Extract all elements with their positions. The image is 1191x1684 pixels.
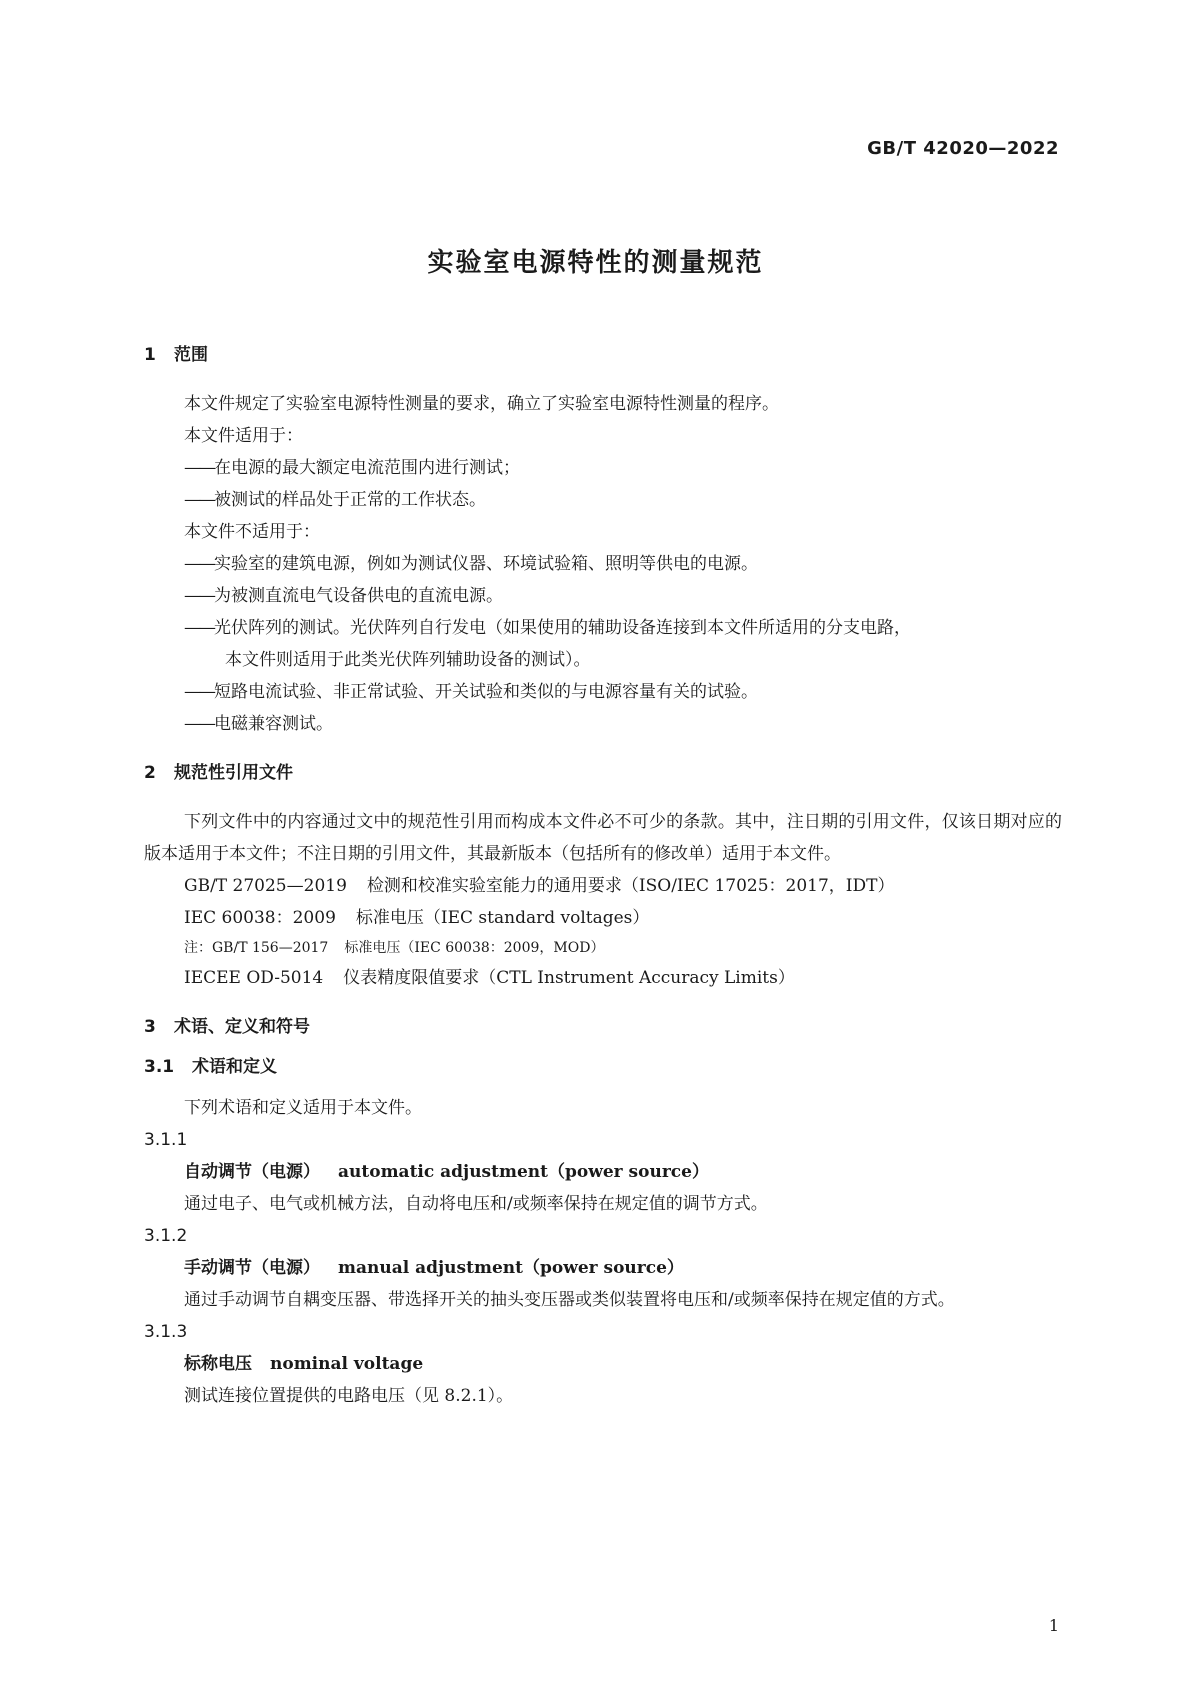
terms-intro: 下列术语和定义适用于本文件。 [184, 1098, 422, 1118]
term-name: 标称电压 nominal voltage [184, 1354, 424, 1374]
list-item: ——被测试的样品处于正常的工作状态。 [184, 490, 486, 510]
reference-item: IECEE OD-5014 仪表精度限值要求（CTL Instrument Accuracy Limits） [184, 968, 795, 988]
section-number: 3 [144, 1017, 156, 1037]
page-number: 1 [1048, 1616, 1059, 1635]
scope-intro: 本文件规定了实验室电源特性测量的要求，确立了实验室电源特性测量的程序。 [184, 394, 779, 414]
list-item: ——光伏阵列的测试。光伏阵列自行发电（如果使用的辅助设备连接到本文件所适用的分支电路， [184, 618, 911, 638]
list-item: ——实验室的建筑电源，例如为测试仪器、环境试验箱、照明等供电的电源。 [184, 554, 758, 574]
term-definition: 通过手动调节自耦变压器、带选择开关的抽头变压器或类似装置将电压和/或频率保持在规定值的方式。 [184, 1290, 955, 1310]
reference-item: GB/T 27025—2019 检测和校准实验室能力的通用要求（ISO/IEC 17025：2017，IDT） [184, 876, 895, 896]
term-number: 3.1.3 [144, 1322, 188, 1342]
term-name: 手动调节（电源） manual adjustment（power source） [184, 1258, 684, 1278]
subsection-title: 术语和定义 [192, 1057, 277, 1077]
subsection-3-1-heading [144, 1052, 1062, 1082]
section-number: 1 [144, 345, 156, 365]
section-1-heading [144, 340, 1062, 370]
list-item: ——短路电流试验、非正常试验、开关试验和类似的与电源容量有关的试验。 [184, 682, 758, 702]
term-number: 3.1.2 [144, 1226, 188, 1246]
term-definition: 测试连接位置提供的电路电压（见 8.2.1）。 [184, 1386, 514, 1406]
not-applies-label: 本文件不适用于： [184, 522, 320, 542]
section-2-heading [144, 758, 1062, 788]
normative-references-paragraph: 下列文件中的内容通过文中的规范性引用而构成本文件必不可少的条款。其中，注日期的引用文件，仅该日期对应的版本适用于本文件；不注日期的引用文件，其最新版本（包括所有的修改单）适用于本文件。 [144, 812, 1062, 864]
reference-item: IEC 60038：2009 标准电压（IEC standard voltages） [184, 908, 650, 928]
list-item-continuation: 本文件则适用于此类光伏阵列辅助设备的测试）。 [225, 650, 591, 670]
list-item: ——在电源的最大额定电流范围内进行测试； [184, 458, 520, 478]
section-title: 规范性引用文件 [174, 763, 293, 783]
section-title: 术语、定义和符号 [174, 1017, 310, 1037]
section-number: 2 [144, 763, 156, 783]
section-3-heading [144, 1012, 1062, 1042]
subsection-number: 3.1 [144, 1057, 175, 1077]
applies-label: 本文件适用于： [184, 426, 303, 446]
term-name: 自动调节（电源） automatic adjustment（power source） [184, 1162, 709, 1182]
list-item: ——为被测直流电气设备供电的直流电源。 [184, 586, 503, 606]
section-title: 范围 [174, 345, 208, 365]
term-number: 3.1.1 [144, 1130, 188, 1150]
list-item: ——电磁兼容测试。 [184, 714, 333, 734]
term-definition: 通过电子、电气或机械方法，自动将电压和/或频率保持在规定值的调节方式。 [184, 1194, 768, 1214]
standard-number: GB/T 42020—2022 [867, 138, 1059, 159]
reference-note: 注：GB/T 156—2017 标准电压（IEC 60038：2009，MOD） [184, 940, 605, 956]
document-body [144, 340, 1062, 1412]
document-title: 实验室电源特性的测量规范 [427, 248, 764, 278]
